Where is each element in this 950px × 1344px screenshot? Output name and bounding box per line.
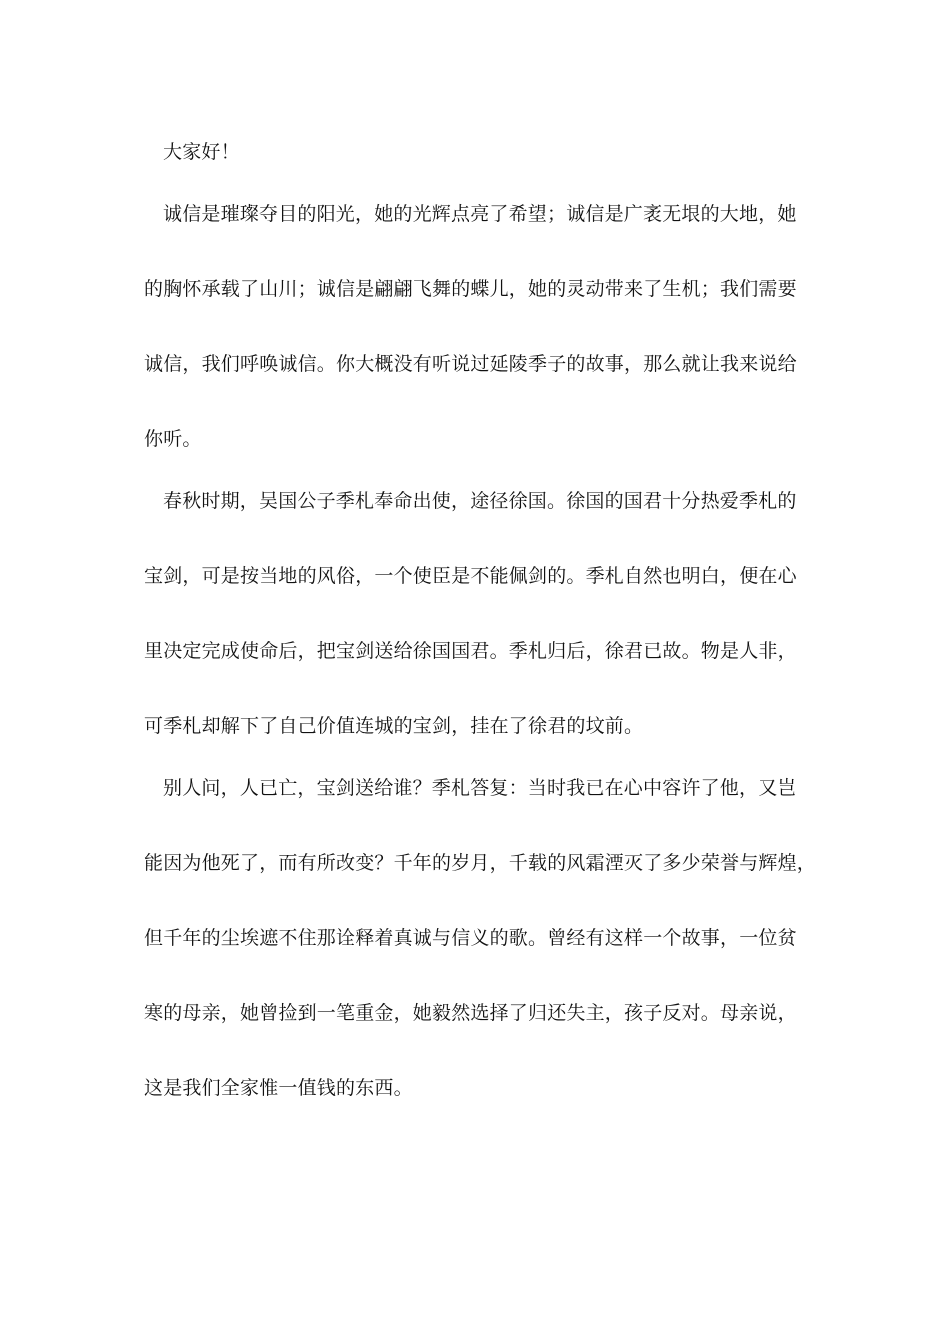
paragraph-2-line-2: 宝剑，可是按当地的风俗，一个使臣是不能佩剑的。季札自然也明白，便在心 (144, 565, 797, 587)
paragraph-3-line-1: 别人问，人已亡，宝剑送给谁？季札答复：当时我已在心中容许了他，又岂 (163, 777, 797, 799)
greeting-line: 大家好！ (163, 141, 240, 163)
paragraph-3-line-2: 能因为他死了，而有所改变？千年的岁月，千载的风霜湮灭了多少荣誉与辉煌， (144, 852, 817, 874)
paragraph-3-line-3: 但千年的尘埃遮不住那诠释着真诚与信义的歌。曾经有这样一个故事，一位贫 (144, 927, 797, 949)
paragraph-1-line-1: 诚信是璀璨夺目的阳光，她的光辉点亮了希望；诚信是广袤无垠的大地，她 (163, 203, 797, 225)
paragraph-2-line-4: 可季札却解下了自己价值连城的宝剑，挂在了徐君的坟前。 (144, 715, 644, 737)
paragraph-1-line-2: 的胸怀承载了山川；诚信是翩翩飞舞的蝶儿，她的灵动带来了生机；我们需要 (144, 278, 797, 300)
paragraph-3-line-4: 寒的母亲，她曾捡到一笔重金，她毅然选择了归还失主，孩子反对。母亲说， (144, 1002, 797, 1024)
paragraph-2-line-1: 春秋时期，吴国公子季札奉命出使，途径徐国。徐国的国君十分热爱季札的 (163, 490, 797, 512)
paragraph-3-line-5: 这是我们全家惟一值钱的东西。 (144, 1077, 413, 1099)
paragraph-1-line-4: 你听。 (144, 428, 202, 450)
paragraph-1-line-3: 诚信，我们呼唤诚信。你大概没有听说过延陵季子的故事，那么就让我来说给 (144, 353, 797, 375)
paragraph-2-line-3: 里决定完成使命后，把宝剑送给徐国国君。季札归后，徐君已故。物是人非， (144, 640, 797, 662)
